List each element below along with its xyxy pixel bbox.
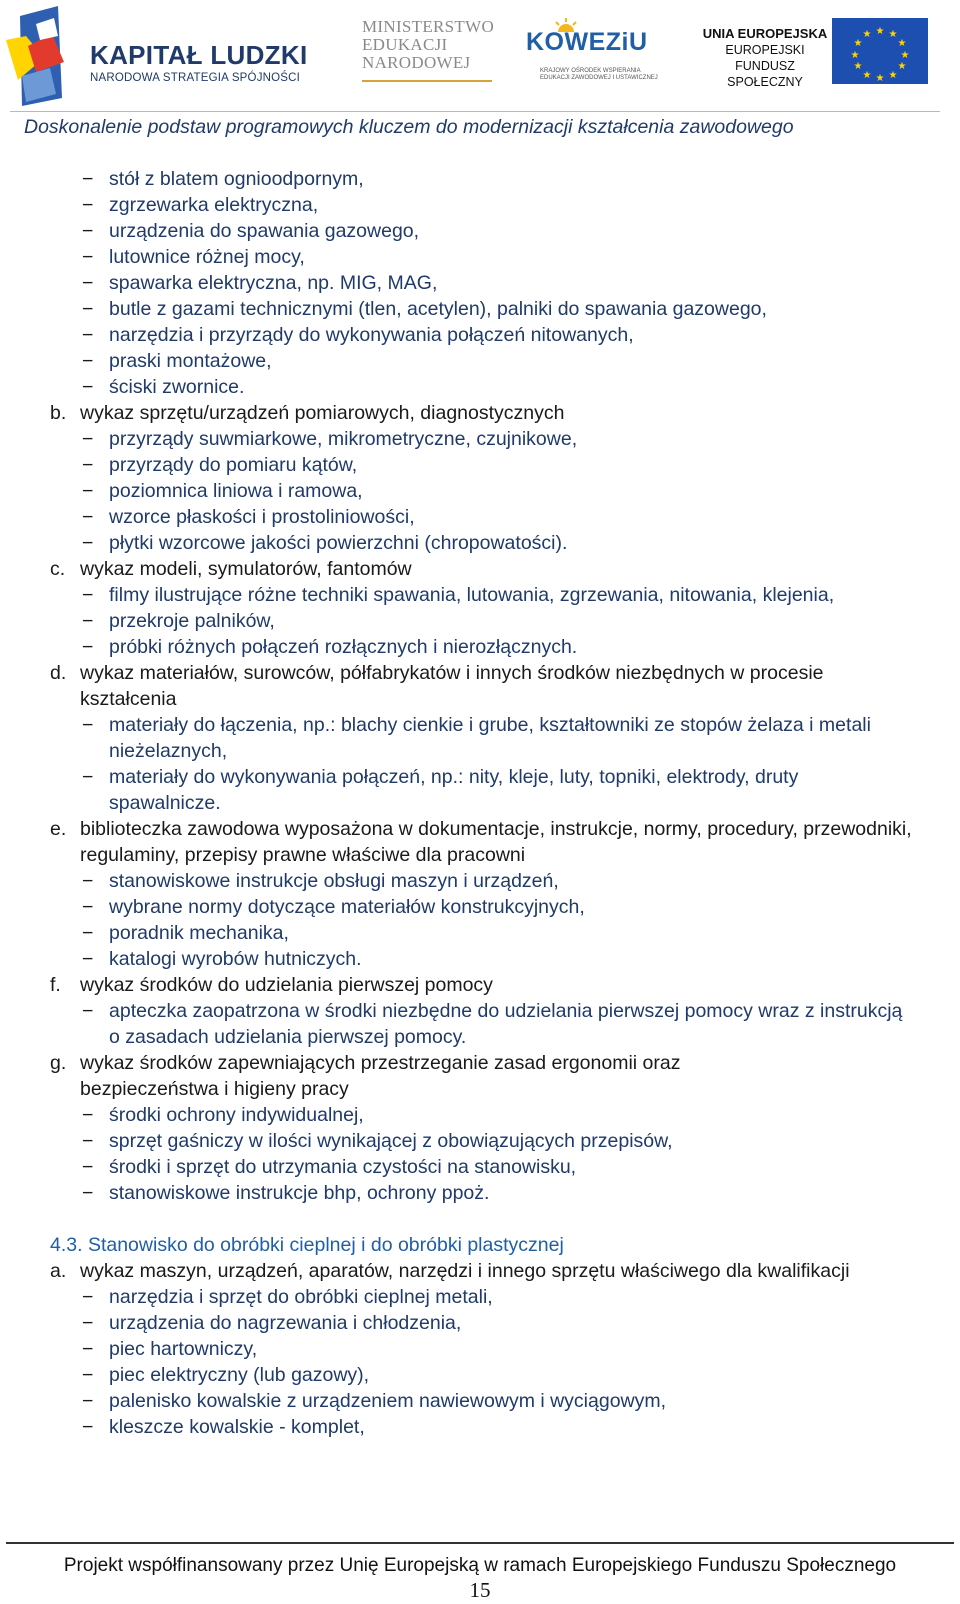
list-item-text: narzędzia i sprzęt do obróbki cieplnej metali, bbox=[109, 1286, 493, 1308]
list-item-text: poziomnica liniowa i ramowa, bbox=[109, 480, 363, 502]
page-number: 15 bbox=[469, 1578, 491, 1602]
list-item-text: materiały do wykonywania połączeń, np.: nity, kleje, luty, topniki, elektrody, druty spawalnicze. bbox=[109, 766, 799, 814]
list-item bbox=[0, 348, 960, 374]
list-item-text: środki i sprzęt do utrzymania czystości na stanowisku, bbox=[109, 1156, 577, 1178]
list-item-text: stanowiskowe instrukcje bhp, ochrony ppoż. bbox=[109, 1182, 490, 1204]
section-heading-text: wykaz modeli, symulatorów, fantomów bbox=[80, 558, 412, 580]
dash-bullet: − bbox=[82, 532, 94, 554]
list-item-text: płytki wzorcowe jakości powierzchni (chropowatości). bbox=[109, 532, 568, 554]
section-d-heading bbox=[0, 660, 850, 712]
list-item-text: przyrządy do pomiaru kątów, bbox=[109, 454, 358, 476]
section-c-heading bbox=[0, 556, 940, 582]
dash-bullet: − bbox=[82, 298, 94, 320]
kapital-ludzki-emblem-icon bbox=[6, 6, 86, 106]
list-item bbox=[0, 426, 960, 452]
list-item-text: przyrządy suwmiarkowe, mikrometryczne, czujnikowe, bbox=[109, 428, 578, 450]
section-heading-text: wykaz materiałów, surowców, półfabrykatów i innych środków niezbędnych w procesie kształcenia bbox=[80, 662, 824, 710]
ministerstwo-logo bbox=[362, 18, 512, 88]
list-item-text: urządzenia do nagrzewania i chłodzenia, bbox=[109, 1312, 462, 1334]
list-item bbox=[0, 1180, 960, 1206]
list-item-text: wzorce płaskości i prostoliniowości, bbox=[109, 506, 415, 528]
dash-bullet: − bbox=[82, 194, 94, 216]
list-item bbox=[0, 894, 960, 920]
section-f-heading bbox=[0, 972, 940, 998]
list-item bbox=[0, 1310, 960, 1336]
dash-bullet: − bbox=[82, 506, 94, 528]
svg-text:★: ★ bbox=[853, 61, 863, 72]
section-b-heading bbox=[0, 400, 940, 426]
dash-bullet: − bbox=[82, 376, 94, 398]
footer-text: Projekt współfinansowany przez Unię Europejską w ramach Europejskiego Funduszu Społecznego bbox=[63, 1555, 897, 1576]
list-item-text: zgrzewarka elektryczna, bbox=[109, 194, 319, 216]
dash-bullet: − bbox=[82, 480, 94, 502]
dash-bullet: − bbox=[82, 714, 94, 736]
dash-bullet: − bbox=[82, 324, 94, 346]
dash-bullet: − bbox=[82, 1286, 94, 1308]
list-item bbox=[0, 634, 960, 660]
dash-bullet: − bbox=[82, 428, 94, 450]
dash-bullet: − bbox=[82, 1416, 94, 1438]
koweziu-logo bbox=[526, 18, 656, 88]
koweziu-subtitle bbox=[540, 68, 658, 82]
svg-text:★: ★ bbox=[850, 50, 860, 61]
ue-line3: FUNDUSZ SPOŁECZNY bbox=[727, 59, 803, 89]
list-item bbox=[0, 1102, 960, 1128]
koweziu-subtitle-line2: EDUKACJI ZAWODOWEJ I USTAWICZNEJ bbox=[540, 75, 658, 81]
list-item-text: środki ochrony indywidualnej, bbox=[109, 1104, 364, 1126]
svg-text:★: ★ bbox=[897, 38, 907, 49]
dash-bullet: − bbox=[82, 870, 94, 892]
section-letter: e. bbox=[50, 818, 67, 840]
list-item bbox=[0, 920, 960, 946]
dash-bullet: − bbox=[82, 1130, 94, 1152]
svg-text:★: ★ bbox=[888, 29, 898, 40]
list-item bbox=[0, 478, 960, 504]
dash-bullet: − bbox=[82, 922, 94, 944]
svg-text:★: ★ bbox=[862, 29, 872, 40]
running-title: Doskonalenie podstaw programowych kluczem do modernizacji kształcenia zawodowego bbox=[24, 116, 794, 138]
header-rule bbox=[10, 111, 940, 112]
list-item bbox=[0, 1284, 960, 1310]
dash-bullet: − bbox=[82, 896, 94, 918]
list-item bbox=[0, 452, 960, 478]
list-item-text: katalogi wyrobów hutniczych. bbox=[109, 948, 362, 970]
dash-bullet: − bbox=[82, 584, 94, 606]
list-item bbox=[0, 296, 960, 322]
list-item bbox=[0, 270, 960, 296]
svg-text:★: ★ bbox=[888, 70, 898, 81]
svg-text:★: ★ bbox=[862, 70, 872, 81]
dash-bullet: − bbox=[82, 1338, 94, 1360]
svg-text:★: ★ bbox=[875, 26, 885, 37]
section-e-heading bbox=[0, 816, 940, 868]
list-item-text: wybrane normy dotyczące materiałów konstrukcyjnych, bbox=[109, 896, 585, 918]
list-item bbox=[0, 608, 960, 634]
dash-bullet: − bbox=[82, 350, 94, 372]
ministerstwo-line1: MINISTERSTWO bbox=[362, 17, 495, 36]
list-item-text: narzędzia i przyrządy do wykonywania połączeń nitowanych, bbox=[109, 324, 634, 346]
list-item-text: próbki różnych połączeń rozłącznych i nierozłącznych. bbox=[109, 636, 578, 658]
ministerstwo-line3: NARODOWEJ bbox=[362, 53, 471, 72]
section-letter: f. bbox=[50, 974, 61, 996]
kapital-ludzki-logo bbox=[6, 6, 306, 106]
ministerstwo-line2: EDUKACJI bbox=[362, 35, 448, 54]
section-letter: b. bbox=[50, 402, 67, 424]
list-item-text: ściski zwornice. bbox=[109, 376, 245, 398]
list-item bbox=[0, 1388, 960, 1414]
eu-flag-icon bbox=[832, 18, 928, 84]
section-heading-text: wykaz środków zapewniających przestrzeganie zasad ergonomii oraz bezpieczeństwa i higieny pracy bbox=[80, 1052, 681, 1100]
list-item bbox=[0, 1154, 960, 1180]
list-item bbox=[0, 374, 960, 400]
list-item bbox=[0, 868, 960, 894]
ue-line1: UNIA EUROPEJSKA bbox=[702, 26, 828, 41]
section-heading-text: wykaz maszyn, urządzeń, aparatów, narzędzi i innego sprzętu właściwego dla kwalifikacji bbox=[80, 1260, 850, 1282]
ministerstwo-rule bbox=[362, 80, 492, 82]
list-item bbox=[0, 1336, 960, 1362]
dash-bullet: − bbox=[82, 168, 94, 190]
eu-stars-icon bbox=[832, 18, 928, 84]
ue-line2: EUROPEJSKI bbox=[725, 43, 805, 57]
kapital-ludzki-subtitle: NARODOWA STRATEGIA SPÓJNOŚCI bbox=[90, 72, 301, 84]
ue-efs-logo bbox=[700, 18, 950, 88]
list-item bbox=[0, 946, 960, 972]
list-item-text: urządzenia do spawania gazowego, bbox=[109, 220, 420, 242]
list-item bbox=[0, 712, 914, 764]
section-heading-text: wykaz sprzętu/urządzeń pomiarowych, diagnostycznych bbox=[80, 402, 565, 424]
list-item bbox=[0, 322, 960, 348]
list-item bbox=[0, 244, 960, 270]
koweziu-subtitle-line1: KRAJOWY OŚRODEK WSPIERANIA bbox=[540, 68, 641, 74]
dash-bullet: − bbox=[82, 1312, 94, 1334]
dash-bullet: − bbox=[82, 454, 94, 476]
dash-bullet: − bbox=[82, 636, 94, 658]
list-item-text: lutownice różnej mocy, bbox=[109, 246, 305, 268]
dash-bullet: − bbox=[82, 610, 94, 632]
dash-bullet: − bbox=[82, 766, 94, 788]
section-g-heading bbox=[0, 1050, 800, 1102]
list-item bbox=[0, 1414, 960, 1440]
list-item-text: piec elektryczny (lub gazowy), bbox=[109, 1364, 370, 1386]
section-letter: a. bbox=[50, 1260, 67, 1282]
svg-text:★: ★ bbox=[853, 38, 863, 49]
list-item-text: apteczka zaopatrzona w środki niezbędne do udzielania pierwszej pomocy wraz z instrukcją o zasadach udzielania pierwszej pomocy. bbox=[109, 1000, 903, 1048]
list-item-text: palenisko kowalskie z urządzeniem nawiewowym i wyciągowym, bbox=[109, 1390, 667, 1412]
dash-bullet: − bbox=[82, 220, 94, 242]
section-heading-text: wykaz środków do udzielania pierwszej pomocy bbox=[80, 974, 493, 996]
list-item-text: praski montażowe, bbox=[109, 350, 272, 372]
svg-text:★: ★ bbox=[900, 50, 910, 61]
subsection-a-heading bbox=[0, 1258, 940, 1284]
list-item-text: piec hartowniczy, bbox=[109, 1338, 258, 1360]
list-item bbox=[0, 530, 960, 556]
dash-bullet: − bbox=[82, 246, 94, 268]
dash-bullet: − bbox=[82, 1182, 94, 1204]
section-heading-text: biblioteczka zawodowa wyposażona w dokumentacje, instrukcje, normy, procedury, przewodniki, regulaminy, przepisy prawne właściwe dla pracowni bbox=[80, 818, 912, 866]
svg-text:★: ★ bbox=[875, 73, 885, 84]
list-item bbox=[0, 1362, 960, 1388]
section-letter: c. bbox=[50, 558, 66, 580]
dash-bullet: − bbox=[82, 1000, 94, 1022]
list-item-text: przekroje palników, bbox=[109, 610, 275, 632]
list-item-text: kleszcze kowalskie - komplet, bbox=[109, 1416, 365, 1438]
footer-rule bbox=[6, 1542, 954, 1544]
header-logos bbox=[0, 0, 960, 110]
list-item-text: spawarka elektryczna, np. MIG, MAG, bbox=[109, 272, 438, 294]
list-item bbox=[0, 1128, 960, 1154]
list-item bbox=[0, 998, 914, 1050]
equipment-list-a-continued bbox=[0, 166, 960, 400]
dash-bullet: − bbox=[82, 272, 94, 294]
svg-text:★: ★ bbox=[897, 61, 907, 72]
list-item bbox=[0, 192, 960, 218]
section-letter: d. bbox=[50, 662, 67, 684]
list-item bbox=[0, 218, 960, 244]
list-item-text: sprzęt gaśniczy w ilości wynikającej z obowiązujących przepisów, bbox=[109, 1130, 673, 1152]
koweziu-title: KOWEZiU bbox=[526, 28, 648, 56]
subsection-title: 4.3. Stanowisko do obróbki cieplnej i do obróbki plastycznej bbox=[50, 1234, 564, 1256]
dash-bullet: − bbox=[82, 1104, 94, 1126]
dash-bullet: − bbox=[82, 948, 94, 970]
ue-text bbox=[700, 26, 830, 90]
list-item bbox=[0, 582, 914, 608]
list-item-text: stanowiskowe instrukcje obsługi maszyn i urządzeń, bbox=[109, 870, 559, 892]
list-item-text: butle z gazami technicznymi (tlen, acetylen), palniki do spawania gazowego, bbox=[109, 298, 767, 320]
list-item-text: stół z blatem ognioodpornym, bbox=[109, 168, 364, 190]
dash-bullet: − bbox=[82, 1156, 94, 1178]
list-item bbox=[0, 504, 960, 530]
list-item-text: materiały do łączenia, np.: blachy cienkie i grube, kształtowniki ze stopów żelaza i metali nieżelaznych, bbox=[109, 714, 871, 762]
dash-bullet: − bbox=[82, 1390, 94, 1412]
kapital-ludzki-title: KAPITAŁ LUDZKI bbox=[90, 40, 308, 70]
list-item bbox=[0, 166, 960, 192]
section-letter: g. bbox=[50, 1052, 67, 1074]
list-item-text: poradnik mechanika, bbox=[109, 922, 289, 944]
list-item bbox=[0, 764, 914, 816]
dash-bullet: − bbox=[82, 1364, 94, 1386]
document-body bbox=[0, 166, 960, 1440]
list-item-text: filmy ilustrujące różne techniki spawania, lutowania, zgrzewania, nitowania, klejenia, bbox=[109, 584, 835, 606]
